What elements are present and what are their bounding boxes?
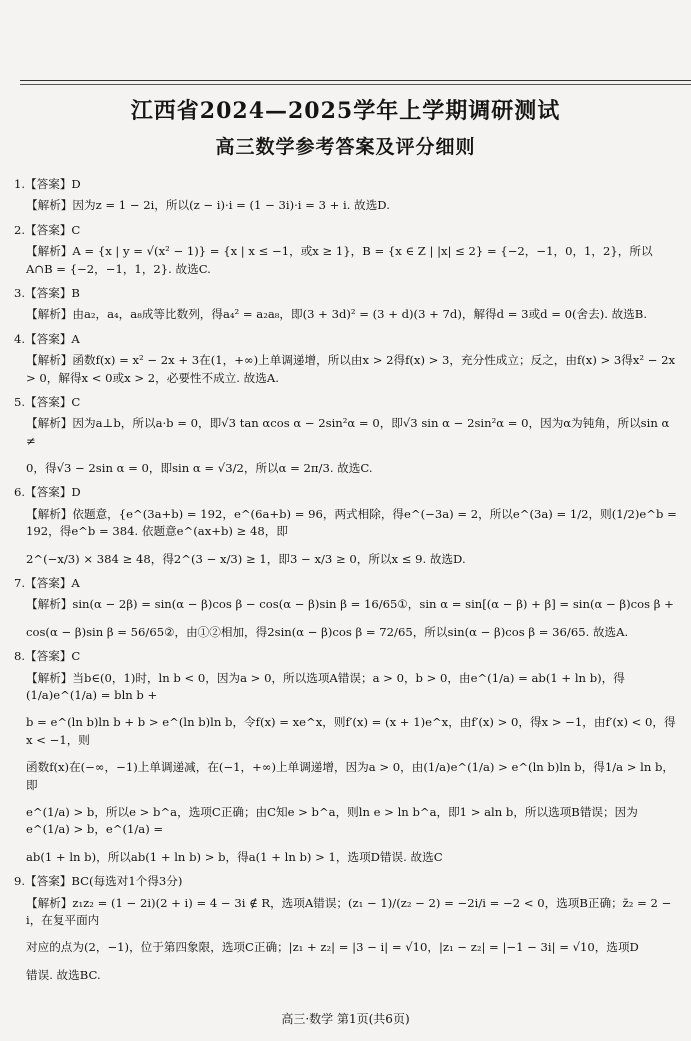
analysis-block: [14, 415, 678, 477]
answer-list: [14, 176, 678, 991]
analysis-block: [14, 197, 678, 214]
analysis-line: e^(1/a) > b，所以e > b^a，选项C正确；由C知e > b^a，则ln e > ln b^a，即1 > aln b，所以选项B错误；因为e^(1/a) > b，e^(1/a) =: [26, 804, 638, 837]
analysis-block: [14, 596, 678, 641]
answer-key: 9.【答案】BC(每选对1个得3分): [14, 874, 183, 889]
answer-key: 8.【答案】C: [14, 649, 81, 664]
header-rule-thin: [20, 84, 691, 85]
header-rule: [20, 80, 691, 81]
answer-item: [14, 873, 678, 984]
answer-item: [14, 648, 678, 866]
analysis-line: 【解析】函数f(x) = x² − 2x + 3在(1，+∞)上单调递增，所以由x > 2得f(x) > 3，充分性成立；反之，由f(x) > 3得x² − 2x > 0，解得x < 0或x > 2，必要性不成立. 故选A.: [26, 353, 676, 385]
analysis-block: [14, 243, 678, 278]
answer-key: 1.【答案】D: [14, 177, 81, 191]
answer-item: [14, 331, 678, 387]
page-footer: 高三·数学 第1页(共6页): [281, 1012, 410, 1026]
analysis-block: [14, 506, 678, 568]
analysis-line: 【解析】依题意，{e^(3a+b) = 192，e^(6a+b) = 96，两式相除，得e^(−3a) = 2，所以e^(3a) = 1/2，则(1/2)e^b = 192，得e^b = 384. 依题意e^(ax+b) ≥ 48，即: [26, 506, 677, 539]
document-title: 江西省2024—2025学年上学期调研测试: [130, 98, 561, 124]
answer-item: [14, 285, 678, 324]
analysis-line: 【解析】sin(α − 2β) = sin(α − β)cos β − cos(α − β)sin β = 16/65①，sin α = sin[(α − β) + β] = sin(α − β)cos β +: [26, 597, 674, 612]
answer-key: 3.【答案】B: [14, 285, 80, 300]
analysis-line: 【解析】因为a⊥b，所以a·b = 0，即√3 tan αcos α − 2sin²α = 0，即√3 sin α − 2sin²α = 0，因为α为钝角，所以sin α ≠: [26, 416, 670, 448]
analysis-line: 【解析】当b∈(0，1)时，ln b < 0，因为a > 0，所以选项A错误；a > 0，b > 0，由e^(1/a) = ab(1 + ln b)，得(1/a)e^(1/a) = bln b +: [26, 670, 625, 702]
analysis-block: [14, 895, 678, 985]
analysis-line: 函数f(x)在(−∞，−1)上单调递减，在(−1，+∞)上单调递增，因为a > 0，由(1/a)e^(1/a) > e^(ln b)ln b，得1/a > ln b，即: [26, 760, 675, 792]
analysis-line: 【解析】因为z = 1 − 2i，所以(z − i)·i = (1 − 3i)·i = 3 + i. 故选D.: [26, 198, 390, 213]
analysis-line: 【解析】由a₂，a₄，a₈成等比数列，得a₄² = a₂a₈，即(3 + 3d)² = (3 + d)(3 + 7d)，解得d = 3或d = 0(舍去). 故选B.: [26, 307, 648, 322]
answer-key: 7.【答案】A: [14, 576, 80, 591]
analysis-line: 0，得√3 − 2sin α = 0，即sin α = √3/2，所以α = 2π/3. 故选C.: [26, 461, 373, 476]
answer-item: [14, 222, 678, 278]
answer-item: [14, 176, 678, 215]
answer-key: 6.【答案】D: [14, 485, 81, 500]
answer-item: [14, 575, 678, 641]
analysis-line: ab(1 + ln b)，所以ab(1 + ln b) > b，得a(1 + ln b) > 1，选项D错误. 故选C: [26, 849, 443, 864]
answer-key: 5.【答案】C: [14, 394, 81, 409]
analysis-line: 【解析】A = {x | y = √(x² − 1)} = {x | x ≤ −1，或x ≥ 1}，B = {x ∈ Z | |x| ≤ 2} = {−2，−1，0，1，2}，所以A∩B = {−2，−1，1，2}. 故选C.: [26, 244, 653, 276]
analysis-line: 对应的点为(2，−1)，位于第四象限，选项C正确；|z₁ + z₂| = |3 − i| = √10，|z₁ − z₂| = |−1 − 3i| = √10，选项D: [26, 940, 639, 955]
analysis-line: 错误. 故选BC.: [26, 967, 101, 982]
answer-key: 4.【答案】A: [14, 331, 80, 346]
analysis-line: cos(α − β)sin β = 56/65②，由①②相加，得2sin(α − β)cos β = 72/65，所以sin(α − β)cos β = 36/65. 故选A.: [26, 624, 629, 639]
analysis-block: [14, 306, 678, 323]
answer-key: 2.【答案】C: [14, 222, 81, 237]
answer-item: [14, 484, 678, 568]
analysis-block: [14, 670, 678, 867]
analysis-line: 2^(−x/3) × 384 ≥ 48，得2^(3 − x/3) ≥ 1，即3 − x/3 ≥ 0，所以x ≤ 9. 故选D.: [26, 551, 466, 566]
analysis-block: [14, 352, 678, 387]
analysis-line: 【解析】z₁z₂ = (1 − 2i)(2 + i) = 4 − 3i ∉ R，选项A错误；(z₁ − 1)/(z₂ − 2) = −2i/i = −2 < 0，选项B正确；z̄₂ = 2 − i，在复平面内: [26, 895, 672, 927]
document-subtitle: 高三数学参考答案及评分细则: [215, 136, 476, 158]
analysis-line: b = e^(ln b)ln b + b > e^(ln b)ln b，令f(x) = xe^x，则f′(x) = (x + 1)e^x，由f′(x) > 0，得x > −1，由f′(x) < 0，得x < −1，则: [26, 715, 676, 747]
answer-item: [14, 394, 678, 478]
